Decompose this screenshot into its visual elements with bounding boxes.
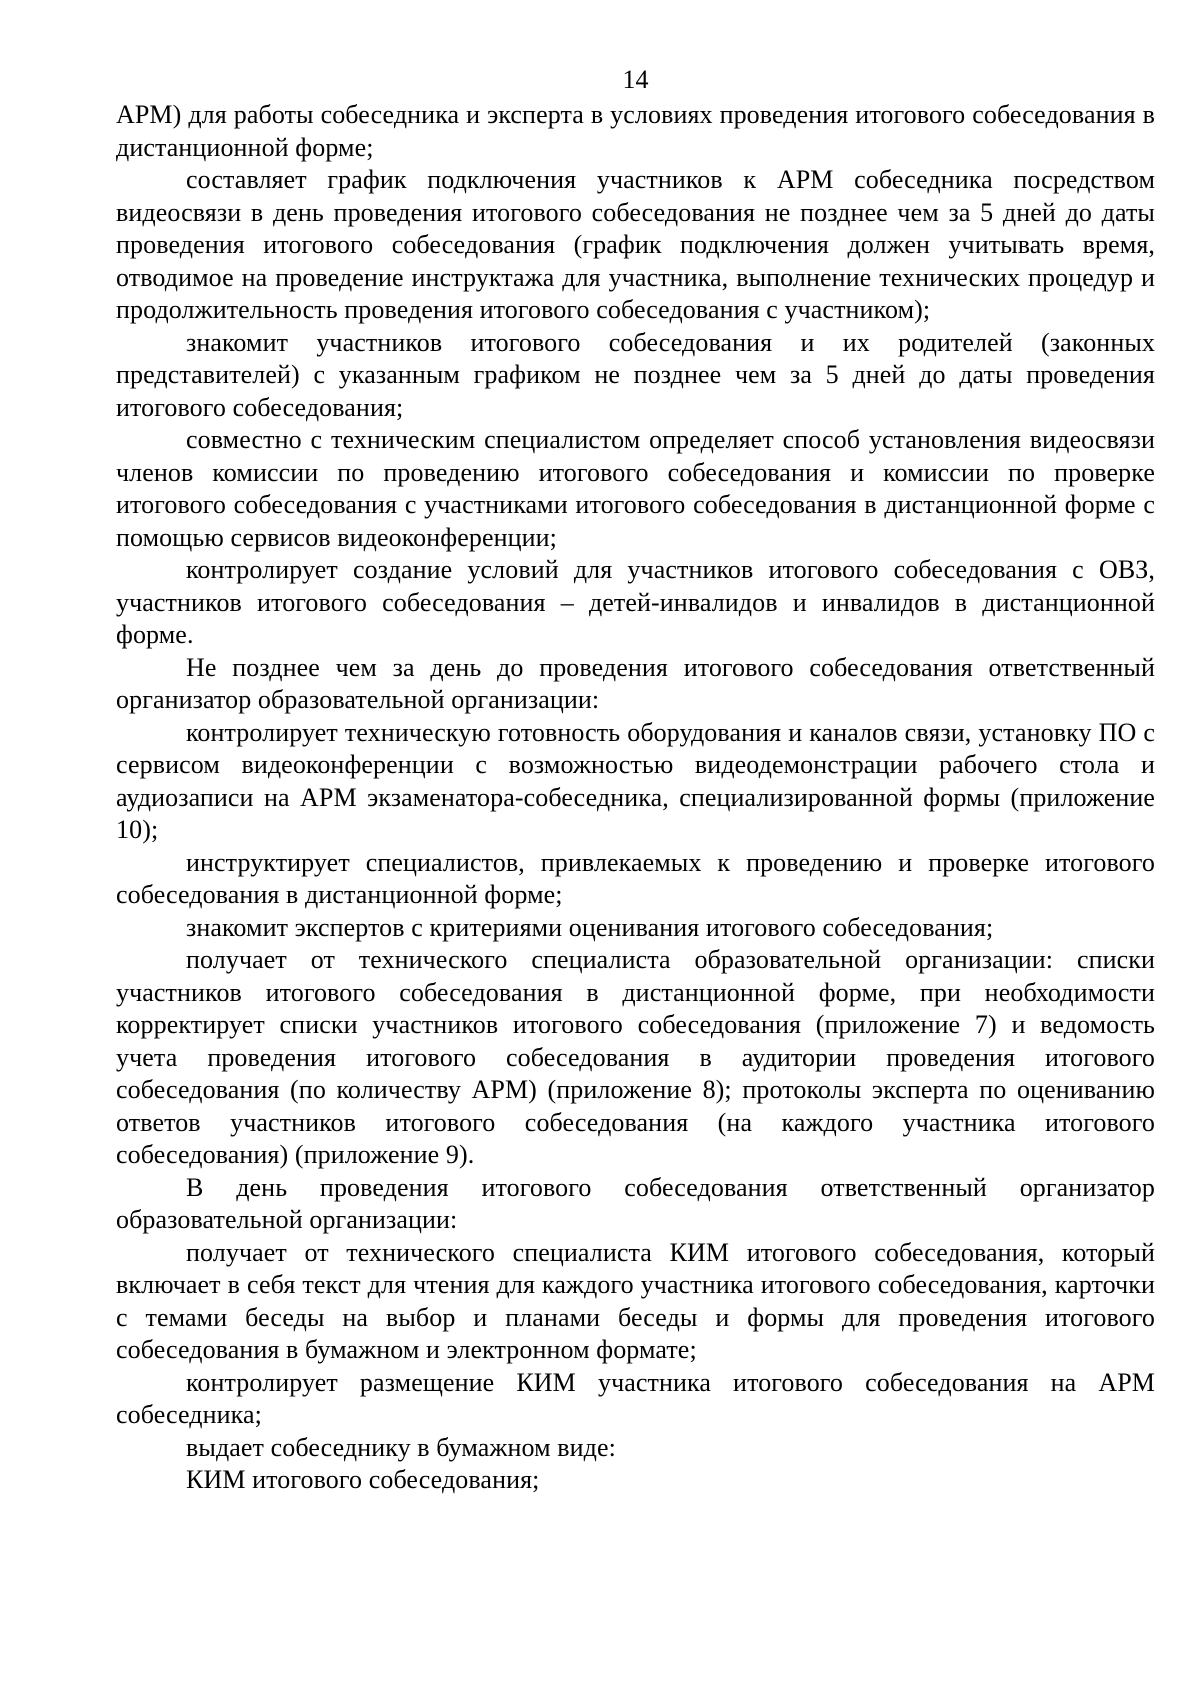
- document-page: [116, 64, 1155, 1497]
- page-number: 14: [622, 65, 649, 94]
- paragraph-ovz-conditions: контролирует создание условий для участников итогового собеседования с ОВЗ, участников итогового собеседования – детей-инвалидов и инвалидов в дистанционной форме.: [116, 555, 1155, 649]
- paragraph-introduce-criteria: знакомит экспертов с критериями оценивания итогового собеседования;: [186, 912, 994, 942]
- paragraph-introduce-schedule: знакомит участников итогового собеседования и их родителей (законных представителей) с указанным графиком не позднее чем за 5 дней до даты проведения итогового собеседования;: [116, 327, 1155, 422]
- paragraph-continuation: АРМ) для работы собеседника и эксперта в условиях проведения итогового собеседования в дистанционной форме;: [116, 100, 1155, 162]
- paragraph-technical-readiness: контролирует техническую готовность оборудования и каналов связи, установку ПО с сервисом видеоконференции с возможностью видеодемонстрации рабочего стола и аудиозаписи на АРМ экзаменатора-собеседника, специализированной формы (приложение 10);: [116, 717, 1155, 844]
- paragraph-connection-schedule: составляет график подключения участников к АРМ собеседника посредством видеосвязи в день проведения итогового собеседования не позднее чем за 5 дней до даты проведения итогового собеседования (график подключения должен учитывать время, отводимое на проведение инструктажа для участника, выполнение технических процедур и продолжительность проведения итогового собеседования с участником);: [116, 165, 1155, 324]
- paragraph-exam-day: В день проведения итогового собеседования ответственный организатор образовательной организации:: [116, 1172, 1155, 1234]
- paragraph-video-method: совместно с техническим специалистом определяет способ установления видеосвязи членов комиссии по проведению итогового собеседования и комиссии по проверке итогового собеседования с участниками итогового собеседования в дистанционной форме с помощью сервисов видеоконференции;: [116, 425, 1155, 552]
- paragraph-receive-lists: получает от технического специалиста образовательной организации: списки участников итогового собеседования в дистанционной форме, при необходимости корректирует списки участников итогового собеседования (приложение 7) и ведомость учета проведения итогового собеседования в аудитории проведения итогового собеседования (по количеству АРМ) (приложение 8); протоколы эксперта по оцениванию ответов участников итогового собеседования (на каждого участника итогового собеседования) (приложение 9).: [116, 945, 1155, 1169]
- paragraph-receive-kim: получает от технического специалиста КИМ итогового собеседования, который включает в себя текст для чтения для каждого участника итогового собеседования, карточки с темами беседы на выбор и планами беседы и формы для проведения итогового собеседования в бумажном и электронном формате;: [116, 1237, 1155, 1364]
- paragraph-control-placement: контролирует размещение КИМ участника итогового собеседования на АРМ собеседника;: [116, 1367, 1155, 1429]
- paragraph-instruct-specialists: инструктирует специалистов, привлекаемых к проведению и проверке итогового собеседования в дистанционной форме;: [116, 847, 1155, 909]
- paragraph-issue-paper: выдает собеседнику в бумажном виде:: [186, 1432, 616, 1462]
- paragraph-kim-item: КИМ итогового собеседования;: [186, 1465, 540, 1494]
- paragraph-day-before: Не позднее чем за день до проведения итогового собеседования ответственный организатор образовательной организации:: [116, 652, 1155, 714]
